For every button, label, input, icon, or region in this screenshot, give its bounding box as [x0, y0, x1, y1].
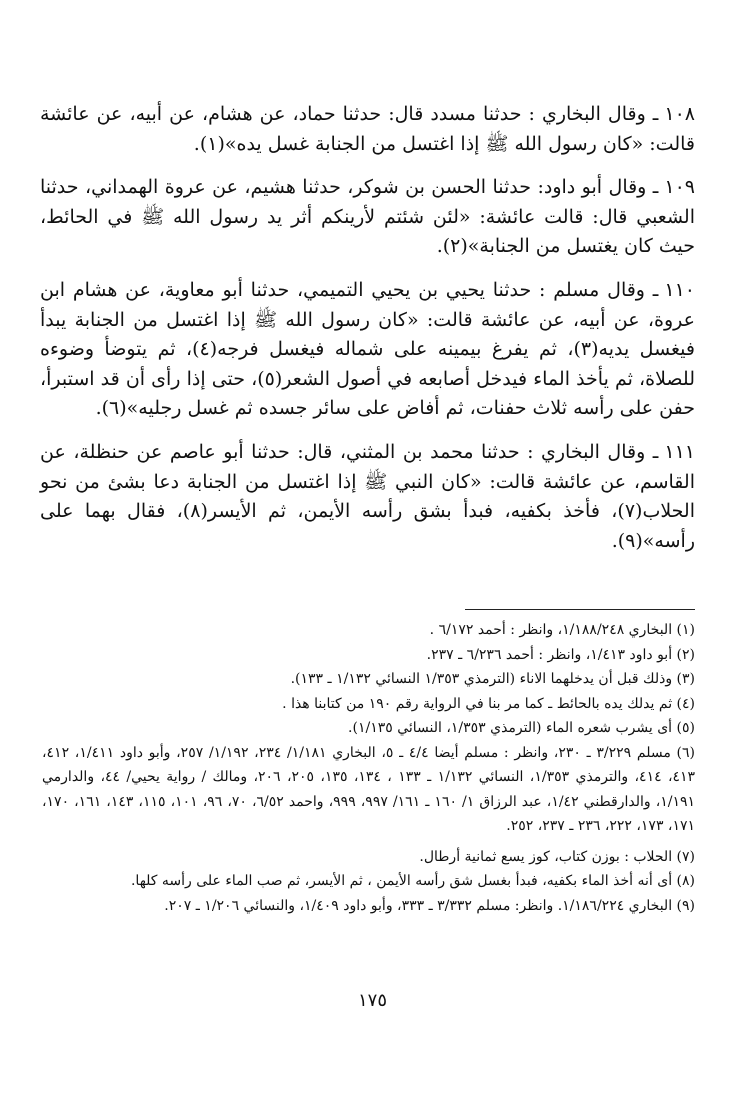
hadith-paragraph-111 — [40, 438, 695, 556]
footnote-9: (٩) البخاري ١/١٨٦/٢٢٤. وانظر: مسلم ٣/٣٣٢ ـ ٣٣٣، وأبو داود ١/٤٠٩، والنسائي ١/٢٠٦ ـ ٢٠٧. — [164, 897, 695, 914]
hadith-paragraph-109 — [40, 173, 695, 262]
footnote-divider — [465, 609, 695, 610]
hadith-text: ـ وقال البخاري : حدثنا محمد بن المثني، قال: حدثنا أبو عاصم عن حنظلة، عن القاسم، عن عائشة قالت: «كان النبي ﷺ إذا اغتسل من الجنابة دعا بشئ من نحو الحلاب(٧)، فأخذ بكفيه، فبدأ بشق رأسه الأيمن، ثم الأيسر(٨)، فقال بهما على رأسه»(٩). — [40, 440, 695, 552]
hadith-number: ١٠٨ — [664, 103, 695, 125]
hadith-number: ١١١ — [664, 440, 695, 463]
page-number: ١٧٥ — [357, 990, 387, 1011]
footnote-8: (٨) أى أنه أخذ الماء بكفيه، فبدأ بغسل شق رأسه الأيمن ، ثم الأيسر، ثم صب الماء على رأسه كلها. — [130, 873, 695, 889]
footnote-7: (٧) الحلاب : بوزن كتاب، كوز يسع ثمانية أرطال. — [419, 848, 695, 865]
hadith-paragraph-110 — [40, 276, 695, 424]
main-text — [40, 100, 695, 570]
hadith-paragraph-108 — [40, 100, 695, 159]
footnote-3: (٣) وذلك قبل أن يدخلهما الاناء (الترمذي ١/٣٥٣ النسائي ١/١٣٢ ـ ١٣٣). — [290, 671, 695, 687]
hadith-text: ـ وقال البخاري : حدثنا مسدد قال: حدثنا حماد، عن هشام، عن أبيه، عن عائشة قالت: «كان رسول الله ﷺ إذا اغتسل من الجنابة غسل يده»(١). — [40, 103, 695, 155]
hadith-text: ـ وقال مسلم : حدثنا يحيي بن يحيي التميمي، حدثنا أبو معاوية، عن هشام ابن عروة، عن أبيه، عن عائشة قالت: «كان رسول الله ﷺ إذا اغتسل من الجنابة يبدأ فيغسل يديه(٣)، ثم يفرغ بيمينه على شماله فيغسل فرجه(٤)، ثم يتوضأ وضوءه للصلاة، ثم يأخذ الماء فيدخل أصابعه في أصول الشعر(٥)، حتى إذا رأى أن قد استبرأ، حفن على رأسه ثلاث حفنات، ثم أفاض على سائر جسده ثم غسل رجليه»(٦). — [40, 278, 695, 420]
footnote-2: (٢) أبو داود ١/٤١٣، وانظر : أحمد ٦/٢٣٦ ـ ٢٣٧. — [426, 646, 695, 663]
hadith-text: ـ وقال أبو داود: حدثنا الحسن بن شوكر، حدثنا هشيم، عن عروة الهمداني، حدثنا الشعبي قال: قالت عائشة: «لئن شئتم لأرينكم أثر يد رسول الله ﷺ في الحائط، حيث كان يغتسل من الجنابة»(٢). — [40, 176, 695, 258]
footnotes — [42, 618, 695, 918]
hadith-number: ١١٠ — [664, 278, 695, 301]
footnote-6: (٦) مسلم ٣/٢٢٩ ـ ٢٣٠، وانظر : مسلم أيضا ٤/٤ ـ ٥، البخاري ١/١٨١/ ٢٣٤، ١/١٩٢/ ٢٥٧، وأبو داود ١/٤١١، ٤١٢، ٤١٣، ٤١٤، والترمذي ١/٣٥٣، النسائي ١/١٣٢ ـ ١٣٣ ، ١٣٤، ١٣٥، ٢٠٥، ٢٠٦، ومالك / رواية يحيي/ ٤٤، والدارمي ١/١٩١، والدارقطني ١/٤٢، عبد الرزاق ١/ ١٦٠ ـ ١٦١/ ٩٩٧، ٩٩٩، واحمد ٦/٥٢، ٧٠، ٩٦، ١٠١، ١١٥، ١٤٣، ١٦١، ١٧٠، ١٧١، ١٧٣، ٢٢٢، ٢٣٦ ـ ٢٣٧، ٢٥٢. — [42, 744, 696, 834]
hadith-number: ١٠٩ — [664, 176, 695, 199]
footnote-1: (١) البخاري ١/١٨٨/٢٤٨، وانظر : أحمد ٦/١٧٢ . — [429, 622, 695, 638]
footnote-5: (٥) أى يشرب شعره الماء (الترمذي ١/٣٥٣، النسائي ١/١٣٥). — [348, 720, 695, 736]
footnote-4: (٤) ثم يدلك يده بالحائط ـ كما مر بنا في الرواية رقم ١٩٠ من كتابنا هذا . — [282, 695, 695, 712]
